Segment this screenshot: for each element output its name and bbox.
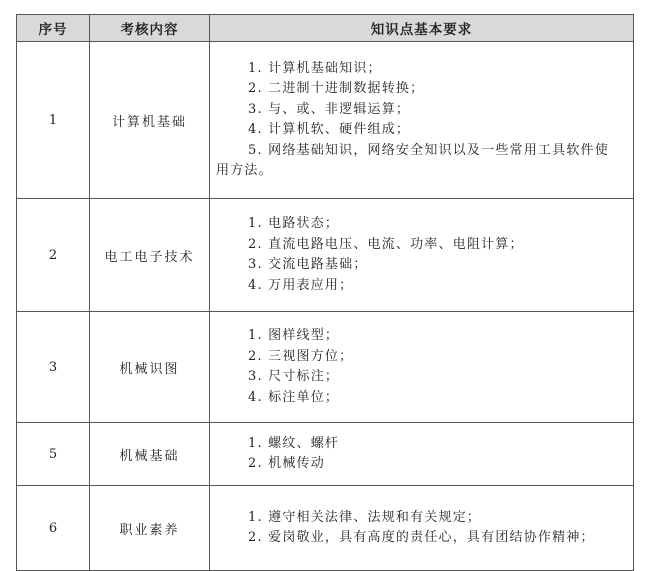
header-no: 序号 [17, 15, 90, 42]
requirement-item: 1. 计算机基础知识； [248, 60, 382, 76]
header-requirements: 知识点基本要求 [210, 15, 634, 42]
requirements-table [16, 14, 634, 571]
row-topic: 职业素养 [90, 486, 210, 571]
row-number: 1 [17, 42, 90, 199]
requirement-item: 2. 三视图方位； [248, 348, 354, 364]
table-row [17, 312, 634, 423]
row-number: 3 [17, 312, 90, 423]
requirement-item-continuation: 用方法。 [216, 163, 273, 178]
row-number: 5 [17, 423, 90, 486]
row-topic: 电工电子技术 [90, 199, 210, 312]
table-row [17, 199, 634, 312]
row-requirements [210, 486, 634, 571]
requirement-item: 3. 尺寸标注； [248, 369, 340, 384]
row-topic: 机械基础 [90, 423, 210, 486]
header-topic: 考核内容 [90, 15, 210, 42]
requirement-item: 5. 网络基础知识，网络安全知识以及一些常用工具软件使 [248, 142, 609, 158]
requirement-item: 4. 计算机软、硬件组成； [248, 122, 411, 137]
requirement-item: 1. 电路状态； [248, 216, 340, 231]
header-row [17, 15, 634, 42]
row-topic: 计算机基础 [90, 42, 210, 199]
table-row [17, 486, 634, 571]
row-requirements [210, 42, 634, 199]
row-requirements [210, 199, 634, 312]
requirement-item: 2. 爱岗敬业，具有高度的责任心，具有团结协作精神； [248, 530, 595, 545]
table-row [17, 42, 634, 199]
requirement-item: 3. 与、或、非逻辑运算； [248, 101, 411, 117]
requirement-item: 3. 交流电路基础； [248, 257, 368, 272]
row-requirements [210, 312, 634, 423]
requirement-item: 2. 机械传动 [248, 456, 325, 471]
row-topic: 机械识图 [90, 312, 210, 423]
requirement-item: 1. 图样线型； [248, 328, 340, 343]
row-number: 6 [17, 486, 90, 571]
requirement-item: 1. 螺纹、螺杆 [248, 435, 340, 451]
requirement-item: 2. 直流电路电压、电流、功率、电阻计算； [248, 236, 524, 252]
row-number: 2 [17, 199, 90, 312]
requirement-item: 4. 标注单位； [248, 389, 340, 405]
table-row [17, 423, 634, 486]
requirement-item: 1. 遵守相关法律、法规和有关规定； [248, 509, 482, 525]
requirement-item: 2. 二进制十进制数据转换； [248, 81, 425, 96]
requirement-item: 4. 万用表应用； [248, 277, 354, 293]
row-requirements [210, 423, 634, 486]
